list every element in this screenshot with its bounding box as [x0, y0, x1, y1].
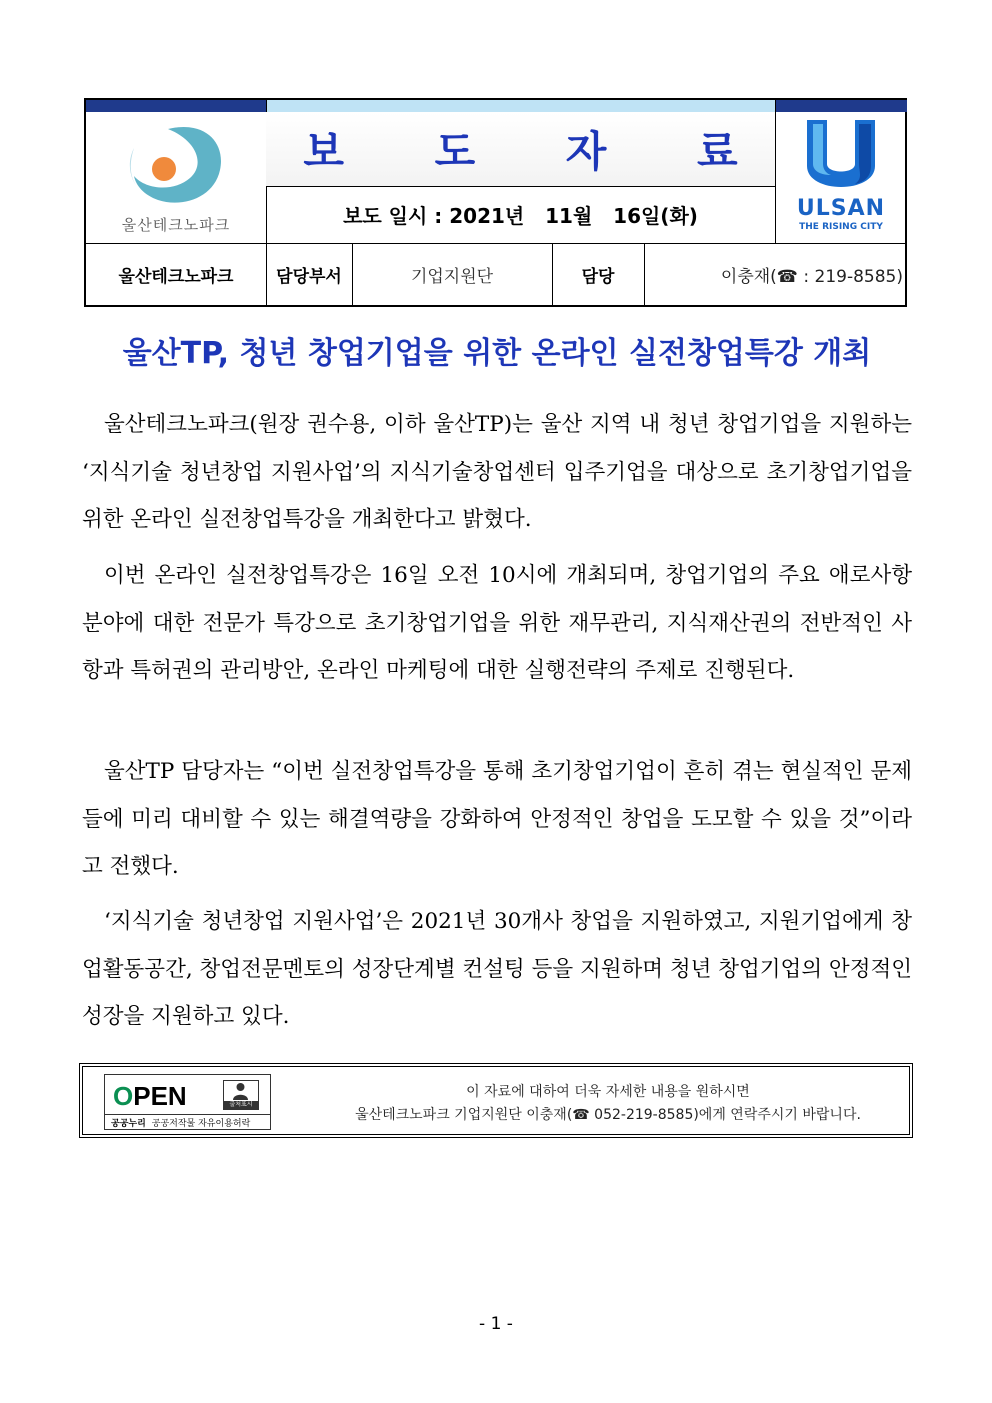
info-contact-label: 담당 [581, 266, 615, 287]
info-org: 울산테크노파크 [118, 266, 234, 287]
info-contact-value: 이충재(☎ : 219-8585) [720, 266, 903, 287]
org-logo-name: 울산테크노파크 [121, 216, 231, 234]
article-paragraph: 울산TP 담당자는 “이번 실전창업특강을 통해 초기창업기업이 흔히 겪는 현실적인 문제들에 미리 대비할 수 있는 해결역량을 강화하여 안정적인 창업을 도모할 수 있을 것”이라고 전했다. [82, 759, 912, 879]
info-dept-label: 담당부서 [276, 266, 342, 287]
release-date: 보도 일시 : 2021년 11월 16일(화) [343, 204, 698, 228]
city-logo-name: ULSAN [796, 196, 886, 221]
article-paragraph: ‘지식기술 청년창업 지원사업’은 2021년 30개사 창업을 지원하였고, 지원기업에게 창업활동공간, 창업전문멘토의 성장단계별 컨설팅 등을 지원하며 청년 창업기업의 안정적인 성장을 지원하고 있다. [82, 909, 912, 1029]
ulsan-technopark-logo [86, 112, 266, 243]
contact-footer [79, 1063, 913, 1138]
technopark-emblem-icon [86, 112, 266, 212]
open-badge-text: OPEN [113, 1081, 187, 1111]
attribution-person-icon: 출처표시 [223, 1080, 259, 1110]
kogl-open-badge [104, 1074, 271, 1130]
page-number: - 1 - [479, 1314, 513, 1334]
footer-line-1: 이 자료에 대하여 더욱 자세한 내용을 원하시면 [466, 1084, 750, 1100]
press-release-title: 보 도 자 료 [266, 112, 775, 186]
press-release-header [84, 98, 907, 307]
ulsan-u-icon [775, 112, 907, 196]
header-topbar-middle [266, 100, 775, 112]
header-topbar-left [86, 100, 266, 112]
footer-line-2: 울산테크노파크 기업지원단 이충재(☎ 052-219-8585)에게 연락주시기 바랍니다. [355, 1107, 861, 1123]
article-paragraph: 이번 온라인 실전창업특강은 16일 오전 10시에 개최되며, 창업기업의 주요 애로사항 분야에 대한 전문가 특강으로 초기창업기업을 위한 재무관리, 지식재산권의 전반적인 사항과 특허권의 관리방안, 온라인 마케팅에 대한 실행전략의 주제로 진행된다. [82, 563, 912, 683]
ulsan-city-logo [775, 112, 907, 243]
info-dept-value: 기업지원단 [410, 266, 494, 287]
city-logo-slogan: THE RISING CITY [799, 222, 883, 232]
open-badge-strip: 공공누리 공공저작물 자유이용허락 [105, 1114, 270, 1129]
article-headline: 울산TP, 청년 창업기업을 위한 온라인 실전창업특강 개최 [122, 336, 872, 371]
header-topbar-right [775, 100, 907, 112]
article-paragraph: 울산테크노파크(원장 권수용, 이하 울산TP)는 울산 지역 내 청년 창업기업을 지원하는 ‘지식기술 청년창업 지원사업’의 지식기술창업센터 입주기업을 대상으로 초기창업기업을 위한 온라인 실전창업특강을 개최한다고 밝혔다. [82, 412, 912, 532]
footer-contact-text [313, 1081, 903, 1127]
